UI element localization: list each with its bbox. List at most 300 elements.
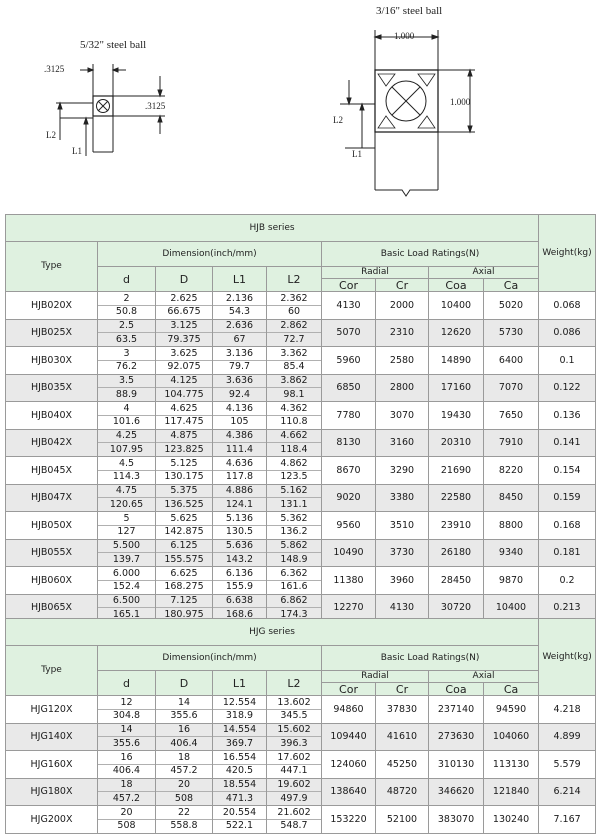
inch-value: 5.362 — [267, 512, 321, 526]
cor-cell: 153220 — [322, 806, 376, 834]
mm-value: 117.8 — [225, 471, 254, 483]
mm-value: 304.8 — [112, 710, 141, 722]
right-ball-label: 3/16" steel ball — [376, 5, 443, 17]
dimension-pair — [98, 567, 155, 594]
type-cell: HJB045X — [6, 457, 98, 485]
dimension-cell-l2 — [267, 696, 322, 724]
ca-cell: 6400 — [484, 347, 539, 375]
ca-cell: 9340 — [484, 539, 539, 567]
hjb-col-L2: L2 — [267, 267, 322, 292]
weight-cell: 0.068 — [539, 292, 596, 320]
dimension-cell-d — [98, 402, 156, 430]
table-row — [6, 374, 596, 402]
dimension-pair — [156, 567, 212, 594]
dimension-pair — [156, 430, 212, 457]
dimension-pair — [156, 540, 212, 567]
inch-value: 15.602 — [267, 724, 321, 738]
dimension-cell-l1 — [213, 723, 267, 751]
dimension-cell-d — [156, 696, 213, 724]
inch-value: 4.125 — [156, 375, 212, 389]
dimension-pair — [156, 806, 212, 833]
dimension-cell-l2 — [267, 778, 322, 806]
dimension-cell-d — [98, 567, 156, 595]
table-row — [6, 723, 596, 751]
inch-value: 5.862 — [267, 540, 321, 554]
mm-value: 457.2 — [170, 765, 198, 777]
dimension-pair — [213, 567, 266, 594]
hjg-axial-header: Axial — [429, 671, 539, 683]
mm-value: 457.2 — [112, 792, 141, 804]
dimension-cell-d — [98, 778, 156, 806]
weight-cell: 0.154 — [539, 457, 596, 485]
cor-cell: 6850 — [322, 374, 376, 402]
dimension-pair — [213, 457, 266, 484]
coa-cell: 19430 — [429, 402, 484, 430]
dimension-cell-d — [98, 484, 156, 512]
cr-cell: 2580 — [376, 347, 429, 375]
type-cell: HJG200X — [6, 806, 98, 834]
cor-cell: 5960 — [322, 347, 376, 375]
dimension-cell-d — [156, 567, 213, 595]
cr-cell: 3730 — [376, 539, 429, 567]
cor-cell: 8670 — [322, 457, 376, 485]
weight-cell: 0.213 — [539, 594, 596, 622]
inch-value: 5.625 — [156, 512, 212, 526]
cor-cell: 9560 — [322, 512, 376, 540]
hjb-col-ca: Ca — [484, 279, 539, 292]
inch-value: 3.125 — [156, 320, 212, 334]
cor-cell: 12270 — [322, 594, 376, 622]
dimension-cell-l2 — [267, 292, 322, 320]
cr-cell: 3160 — [376, 429, 429, 457]
inch-value: 14.554 — [213, 724, 266, 738]
dimension-pair — [213, 779, 266, 806]
dimension-pair — [98, 320, 155, 347]
table-row — [6, 539, 596, 567]
type-cell: HJB065X — [6, 594, 98, 622]
mm-value: 123.825 — [164, 443, 204, 455]
dimension-pair — [267, 320, 321, 347]
dimension-cell-l2 — [267, 347, 322, 375]
inch-value: 2.625 — [156, 292, 212, 306]
mm-value: 155.575 — [164, 553, 204, 565]
dimension-cell-l1 — [213, 319, 267, 347]
hjg-col-D: D — [156, 671, 213, 696]
cor-cell: 10490 — [322, 539, 376, 567]
dimension-cell-l1 — [213, 751, 267, 779]
right-l2-label: L2 — [333, 115, 343, 125]
table-row — [6, 806, 596, 834]
coa-cell: 30720 — [429, 594, 484, 622]
hjg-col-L1: L1 — [213, 671, 267, 696]
coa-cell: 12620 — [429, 319, 484, 347]
hjg-series-title: HJG series — [6, 619, 539, 646]
hjg-type-header: Type — [6, 646, 98, 696]
hjg-radial-header: Radial — [322, 671, 429, 683]
mm-value: 318.9 — [225, 710, 254, 722]
type-cell: HJG180X — [6, 778, 98, 806]
ca-cell: 9870 — [484, 567, 539, 595]
table-row — [6, 512, 596, 540]
inch-value: 2.862 — [267, 320, 321, 334]
table-row — [6, 402, 596, 430]
dimension-cell-d — [156, 347, 213, 375]
dimension-cell-l1 — [213, 402, 267, 430]
mm-value: 174.3 — [280, 608, 308, 620]
mm-value: 66.675 — [167, 306, 201, 318]
coa-cell: 20310 — [429, 429, 484, 457]
inch-value: 2.5 — [98, 320, 155, 334]
table-row — [6, 696, 596, 724]
dimension-cell-d — [156, 457, 213, 485]
cr-cell: 45250 — [376, 751, 429, 779]
mm-value: 447.1 — [280, 765, 308, 777]
cr-cell: 2310 — [376, 319, 429, 347]
mm-value: 558.8 — [170, 820, 198, 832]
cr-cell: 2800 — [376, 374, 429, 402]
ca-cell: 94590 — [484, 696, 539, 724]
cor-cell: 109440 — [322, 723, 376, 751]
right-height-dimension: 1.000 — [450, 97, 471, 107]
left-l1-label: L1 — [72, 146, 82, 156]
mm-value: 369.7 — [225, 737, 254, 749]
dimension-pair — [98, 724, 155, 751]
hjg-col-coa: Coa — [429, 683, 484, 696]
weight-cell: 0.086 — [539, 319, 596, 347]
dimension-cell-l1 — [213, 484, 267, 512]
inch-value: 22 — [156, 806, 212, 820]
type-cell: HJG120X — [6, 696, 98, 724]
dimension-cell-l1 — [213, 696, 267, 724]
dimension-cell-l1 — [213, 429, 267, 457]
weight-cell: 0.168 — [539, 512, 596, 540]
dimension-pair — [98, 779, 155, 806]
left-width-dimension: .3125 — [44, 64, 65, 74]
cr-cell: 52100 — [376, 806, 429, 834]
mm-value: 165.1 — [112, 608, 141, 620]
inch-value: 5.636 — [213, 540, 266, 554]
cr-cell: 3960 — [376, 567, 429, 595]
dimension-cell-l1 — [213, 806, 267, 834]
mm-value: 76.2 — [115, 361, 138, 373]
inch-value: 5.500 — [98, 540, 155, 554]
hjb-series-title: HJB series — [6, 215, 539, 242]
dimension-pair — [213, 751, 266, 778]
dimension-pair — [267, 485, 321, 512]
type-cell: HJB050X — [6, 512, 98, 540]
hjg-weight-header: Weight(kg) — [539, 619, 596, 696]
dimension-cell-l2 — [267, 751, 322, 779]
mm-value: 155.9 — [225, 581, 254, 593]
inch-value: 18 — [156, 751, 212, 765]
dimension-pair — [156, 512, 212, 539]
dimension-pair — [156, 375, 212, 402]
inch-value: 6.500 — [98, 595, 155, 609]
mm-value: 110.8 — [280, 416, 308, 428]
cor-cell: 9020 — [322, 484, 376, 512]
mm-value: 54.3 — [228, 306, 251, 318]
inch-value: 14 — [98, 724, 155, 738]
inch-value: 4.386 — [213, 430, 266, 444]
ca-cell: 5020 — [484, 292, 539, 320]
dimension-pair — [156, 320, 212, 347]
cr-cell: 3510 — [376, 512, 429, 540]
weight-cell: 5.579 — [539, 751, 596, 779]
inch-value: 3 — [98, 347, 155, 361]
mm-value: 168.275 — [164, 581, 204, 593]
ca-cell: 104060 — [484, 723, 539, 751]
table-row — [6, 751, 596, 779]
cr-cell: 41610 — [376, 723, 429, 751]
dimension-cell-l2 — [267, 512, 322, 540]
inch-value: 12 — [98, 696, 155, 710]
mm-value: 101.6 — [112, 416, 141, 428]
mm-value: 92.4 — [228, 388, 251, 400]
dimension-cell-l1 — [213, 374, 267, 402]
dimension-pair — [156, 751, 212, 778]
weight-cell: 0.122 — [539, 374, 596, 402]
coa-cell: 383070 — [429, 806, 484, 834]
dimension-pair — [213, 540, 266, 567]
type-cell: HJB035X — [6, 374, 98, 402]
dimension-cell-l2 — [267, 457, 322, 485]
mm-value: 522.1 — [225, 820, 254, 832]
mm-value: 92.075 — [167, 361, 201, 373]
hjg-col-ca: Ca — [484, 683, 539, 696]
hjb-col-D: D — [156, 267, 213, 292]
inch-value: 2.636 — [213, 320, 266, 334]
cor-cell: 94860 — [322, 696, 376, 724]
ca-cell: 7910 — [484, 429, 539, 457]
bearing-drawings — [0, 0, 600, 212]
inch-value: 5.125 — [156, 457, 212, 471]
weight-cell: 7.167 — [539, 806, 596, 834]
inch-value: 4.25 — [98, 430, 155, 444]
dimension-cell-l2 — [267, 806, 322, 834]
hjb-col-L1: L1 — [213, 267, 267, 292]
mm-value: 67 — [233, 333, 246, 345]
hjb-radial-header: Radial — [322, 267, 429, 279]
dimension-cell-l1 — [213, 539, 267, 567]
weight-cell: 4.218 — [539, 696, 596, 724]
inch-value: 16 — [98, 751, 155, 765]
dimension-pair — [98, 751, 155, 778]
coa-cell: 26180 — [429, 539, 484, 567]
mm-value: 104.775 — [164, 388, 204, 400]
dimension-pair — [267, 751, 321, 778]
hjb-axial-header: Axial — [429, 267, 539, 279]
inch-value: 4.362 — [267, 402, 321, 416]
type-cell: HJB040X — [6, 402, 98, 430]
weight-cell: 4.899 — [539, 723, 596, 751]
dimension-cell-d — [98, 696, 156, 724]
ca-cell: 121840 — [484, 778, 539, 806]
mm-value: 72.7 — [283, 333, 305, 345]
cr-cell: 4130 — [376, 594, 429, 622]
dimension-pair — [98, 457, 155, 484]
dimension-cell-d — [156, 512, 213, 540]
mm-value: 114.3 — [112, 471, 141, 483]
inch-value: 4.875 — [156, 430, 212, 444]
dimension-pair — [98, 402, 155, 429]
inch-value: 2.362 — [267, 292, 321, 306]
mm-value: 105 — [230, 416, 249, 428]
table-row — [6, 484, 596, 512]
dimension-pair — [267, 402, 321, 429]
inch-value: 4.886 — [213, 485, 266, 499]
table-row — [6, 347, 596, 375]
mm-value: 148.9 — [280, 553, 308, 565]
dimension-pair — [213, 724, 266, 751]
dimension-pair — [98, 512, 155, 539]
mm-value: 127 — [117, 526, 136, 538]
left-ball-label: 5/32" steel ball — [80, 39, 147, 51]
cr-cell: 2000 — [376, 292, 429, 320]
dimension-pair — [213, 375, 266, 402]
mm-value: 118.4 — [280, 443, 308, 455]
inch-value: 3.136 — [213, 347, 266, 361]
table-row — [6, 429, 596, 457]
coa-cell: 273630 — [429, 723, 484, 751]
cor-cell: 7780 — [322, 402, 376, 430]
cr-cell: 3380 — [376, 484, 429, 512]
mm-value: 98.1 — [283, 388, 305, 400]
dimension-cell-d — [98, 806, 156, 834]
inch-value: 3.362 — [267, 347, 321, 361]
coa-cell: 23910 — [429, 512, 484, 540]
cor-cell: 8130 — [322, 429, 376, 457]
mm-value: 136.2 — [280, 526, 308, 538]
dimension-pair — [267, 724, 321, 751]
mm-value: 63.5 — [115, 333, 138, 345]
mm-value: 117.475 — [164, 416, 204, 428]
dimension-pair — [213, 347, 266, 374]
inch-value: 4.862 — [267, 457, 321, 471]
cr-cell: 37830 — [376, 696, 429, 724]
dimension-cell-d — [156, 751, 213, 779]
mm-value: 139.7 — [112, 553, 141, 565]
weight-cell: 0.181 — [539, 539, 596, 567]
hjb-col-coa: Coa — [429, 279, 484, 292]
type-cell: HJB047X — [6, 484, 98, 512]
table-row — [6, 567, 596, 595]
table-row — [6, 319, 596, 347]
mm-value: 420.5 — [225, 765, 254, 777]
mm-value: 131.1 — [280, 498, 308, 510]
dimension-pair — [98, 292, 155, 319]
inch-value: 21.602 — [267, 806, 321, 820]
inch-value: 16.554 — [213, 751, 266, 765]
dimension-pair — [156, 696, 212, 723]
type-cell: HJB042X — [6, 429, 98, 457]
mm-value: 143.2 — [225, 553, 254, 565]
dimension-cell-d — [98, 723, 156, 751]
dimension-cell-d — [98, 374, 156, 402]
weight-cell: 0.136 — [539, 402, 596, 430]
type-cell: HJB030X — [6, 347, 98, 375]
dimension-cell-d — [156, 806, 213, 834]
weight-cell: 0.2 — [539, 567, 596, 595]
hjb-weight-header: Weight(kg) — [539, 215, 596, 292]
mm-value: 168.6 — [225, 608, 254, 620]
mm-value: 406.4 — [170, 737, 198, 749]
coa-cell: 310130 — [429, 751, 484, 779]
right-width-dimension: 1.000 — [394, 31, 415, 41]
right-l1-label: L1 — [352, 149, 362, 159]
hjg-load-header: Basic Load Ratings(N) — [322, 646, 539, 671]
dimension-cell-l1 — [213, 457, 267, 485]
dimension-pair — [98, 347, 155, 374]
hjg-col-L2: L2 — [267, 671, 322, 696]
mm-value: 79.375 — [167, 333, 201, 345]
mm-value: 180.975 — [164, 608, 204, 620]
inch-value: 5.136 — [213, 512, 266, 526]
ca-cell: 7070 — [484, 374, 539, 402]
coa-cell: 237140 — [429, 696, 484, 724]
inch-value: 20 — [156, 779, 212, 793]
dimension-cell-l2 — [267, 567, 322, 595]
dimension-cell-l2 — [267, 319, 322, 347]
mm-value: 107.95 — [109, 443, 144, 455]
hjb-series-table — [5, 214, 596, 622]
inch-value: 6.125 — [156, 540, 212, 554]
coa-cell: 17160 — [429, 374, 484, 402]
dimension-pair — [213, 292, 266, 319]
dimension-pair — [213, 402, 266, 429]
hjg-series-table — [5, 618, 596, 834]
mm-value: 130.175 — [164, 471, 204, 483]
inch-value: 18 — [98, 779, 155, 793]
ca-cell: 10400 — [484, 594, 539, 622]
inch-value: 14 — [156, 696, 212, 710]
dimension-cell-d — [156, 319, 213, 347]
dimension-pair — [267, 375, 321, 402]
table-row — [6, 778, 596, 806]
cor-cell: 124060 — [322, 751, 376, 779]
weight-cell: 0.1 — [539, 347, 596, 375]
inch-value: 6.136 — [213, 567, 266, 581]
inch-value: 6.862 — [267, 595, 321, 609]
dimension-cell-l1 — [213, 347, 267, 375]
inch-value: 16 — [156, 724, 212, 738]
inch-value: 19.602 — [267, 779, 321, 793]
type-cell: HJB060X — [6, 567, 98, 595]
inch-value: 2.136 — [213, 292, 266, 306]
dimension-pair — [156, 292, 212, 319]
inch-value: 3.625 — [156, 347, 212, 361]
dimension-pair — [267, 457, 321, 484]
mm-value: 85.4 — [283, 361, 305, 373]
dimension-pair — [98, 430, 155, 457]
dimension-cell-d — [98, 292, 156, 320]
dimension-pair — [156, 779, 212, 806]
dimension-pair — [156, 724, 212, 751]
mm-value: 406.4 — [112, 765, 141, 777]
dimension-pair — [267, 512, 321, 539]
dimension-cell-d — [156, 374, 213, 402]
dimension-cell-d — [156, 292, 213, 320]
mm-value: 508 — [117, 820, 136, 832]
hjb-col-cr: Cr — [376, 279, 429, 292]
dimension-pair — [213, 320, 266, 347]
table-row — [6, 457, 596, 485]
dimension-pair — [156, 485, 212, 512]
dimension-cell-l2 — [267, 723, 322, 751]
coa-cell: 346620 — [429, 778, 484, 806]
ca-cell: 113130 — [484, 751, 539, 779]
hjb-load-header: Basic Load Ratings(N) — [322, 242, 539, 267]
dimension-cell-d — [156, 539, 213, 567]
